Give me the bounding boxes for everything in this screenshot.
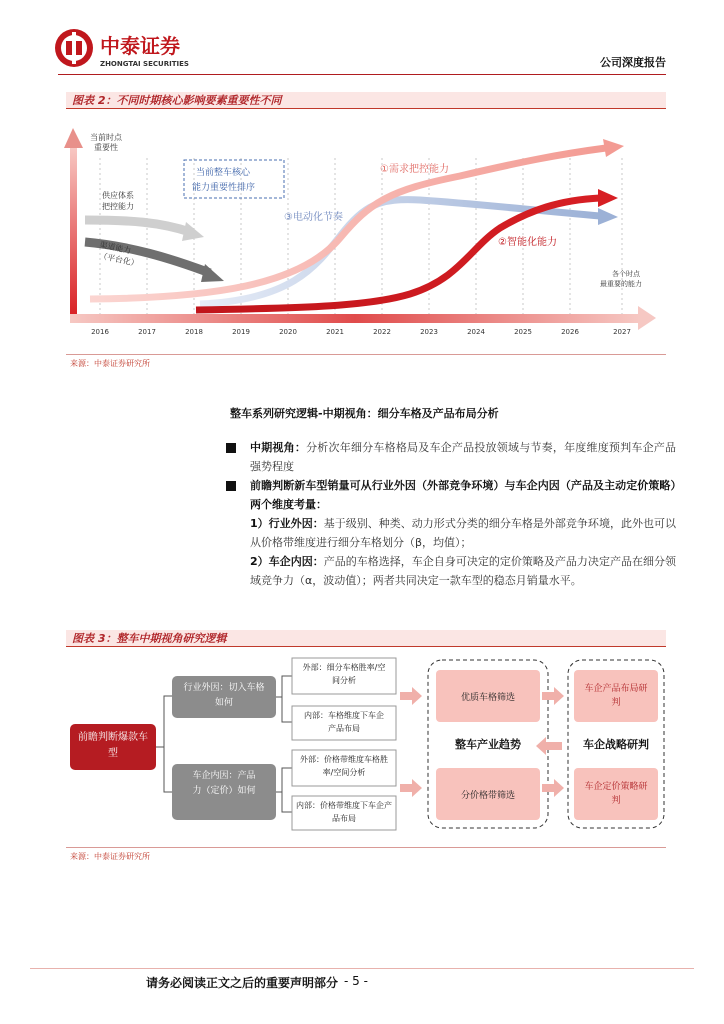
paragraph-2 [250, 552, 676, 590]
figure-2-source: 来源：中泰证券研究所 [70, 359, 150, 368]
x-axis-bar [70, 314, 640, 323]
svg-text:2023: 2023 [420, 328, 438, 336]
box-bottom-left-text: 分价格带筛选 [460, 791, 516, 801]
electric-label: ③电动化节奏 [284, 212, 343, 223]
document-type-label: 公司深度报告 [600, 56, 666, 69]
bullet-2-text: 前瞻判断新车型销量可从行业外因（外部竞争环境）与车企内因（产品及主动定价策略）两个维度考量： [250, 479, 676, 511]
box-top-left-text: 优质车格筛选 [460, 693, 516, 703]
demand-arrowhead [603, 139, 624, 157]
svg-text:2019: 2019 [232, 328, 250, 336]
x-axis-arrowhead [638, 306, 656, 330]
arrow-mid-center [536, 737, 562, 755]
smart-label: ②智能化能力 [498, 237, 557, 248]
branch-1-text: 行业外因：切入车格如何 [183, 683, 265, 708]
label-right: 车企战略研判 [583, 738, 649, 751]
leaf-3-text: 外部：价格带维度车格胜率/空间分析 [300, 755, 388, 777]
figure-3-diagram [60, 652, 666, 842]
year-ticks [91, 328, 631, 336]
svg-text:2018: 2018 [185, 328, 203, 336]
paragraph-1-label: 1）行业外因： [250, 517, 324, 530]
y-axis-arrow [70, 146, 77, 322]
arrow-mid-top [542, 687, 564, 705]
company-logo [52, 26, 216, 72]
section-heading: 整车系列研究逻辑-中期视角：细分车格及产品布局分析 [230, 407, 499, 420]
label-left: 整车产业趋势 [455, 738, 521, 751]
figure-2-source-divider [66, 354, 666, 355]
figure-2-chart [60, 118, 666, 344]
branch-2-text: 车企内因：产品力（定价）如何 [192, 771, 256, 796]
page-number: - 5 - [344, 974, 368, 988]
footer-disclaimer: 请务必阅读正文之后的重要声明部分 [146, 976, 339, 990]
leaf-4-text: 内部：价格带维度下车企产品布局 [296, 801, 392, 823]
y-axis-label: 当前时点重要性 [90, 133, 122, 152]
y-axis-arrowhead [64, 128, 83, 148]
arrow-to-top-left [400, 687, 422, 705]
svg-text:2024: 2024 [467, 328, 485, 336]
right-note: 各个时点最重要的能力 [600, 270, 642, 288]
branch-connectors [276, 676, 292, 812]
svg-text:2020: 2020 [279, 328, 297, 336]
footer-divider [30, 968, 694, 969]
bullet-square-2 [226, 481, 236, 491]
paragraph-2-text: 产品的车格选择，车企自身可决定的定价策略及产品力决定产品在细分领域竞争力（α，波动值）；两者共同决定一款车型的稳态月销量水平。 [250, 555, 676, 587]
figure-3-source: 来源：中泰证券研究所 [70, 852, 150, 861]
paragraph-1-text: 基于级别、种类、动力形式分类的细分车格是外部竞争环境，此外也可以从价格带维度进行细分车格划分（β，均值）； [250, 517, 676, 549]
demand-label: ①需求把控能力 [380, 164, 449, 175]
svg-text:2027: 2027 [613, 328, 631, 336]
leaf-2-text: 内部：车格维度下车企产品布局 [304, 711, 384, 733]
svg-text:2017: 2017 [138, 328, 156, 336]
svg-text:2025: 2025 [514, 328, 532, 336]
svg-text:中泰证券: 中泰证券 [100, 34, 180, 58]
legend-text: 当前整车核心能力重要性排序 [192, 168, 256, 193]
figure-3-title: 图表 3：整车中期视角研究逻辑 [66, 630, 666, 647]
arrow-mid-bottom [542, 779, 564, 797]
svg-text:2021: 2021 [326, 328, 344, 336]
paragraph-2-label: 2）车企内因： [250, 555, 324, 568]
smart-arrowhead [598, 189, 618, 207]
svg-text:ZHONGTAI SECURITIES: ZHONGTAI SECURITIES [100, 60, 189, 68]
year-gridlines [100, 158, 622, 314]
box-bottom-right-text: 车企定价策略研判 [584, 782, 648, 806]
paragraph-1 [250, 514, 676, 552]
bullet-1-text: 分析次年细分车格格局及车企产品投放领域与节奏，年度维度预判车企产品强势程度 [250, 441, 677, 473]
channel-arrowhead [201, 264, 224, 282]
svg-text:2026: 2026 [561, 328, 579, 336]
root-node-text: 前瞻判断爆款车型 [78, 732, 148, 759]
electric-arrowhead [598, 208, 618, 225]
bullet-square-1 [226, 443, 236, 453]
root-connectors [156, 696, 172, 792]
header-divider [58, 74, 666, 75]
supply-arrowhead [182, 222, 204, 241]
bullet-1 [250, 438, 676, 476]
channel-label: 渠道能力（平台化） [98, 240, 140, 269]
supply-label: 供应体系把控能力 [102, 191, 134, 211]
figure-3-source-divider [66, 847, 666, 848]
svg-text:2022: 2022 [373, 328, 391, 336]
bullet-1-label: 中期视角： [250, 441, 307, 454]
bullet-2 [250, 476, 676, 514]
box-top-right-text: 车企产品布局研判 [584, 684, 648, 708]
leaf-1-text: 外部：细分车格胜率/空间分析 [302, 663, 386, 685]
arrow-to-bottom-left [400, 779, 422, 797]
figure-2-title: 图表 2：不同时期核心影响要素重要性不同 [66, 92, 666, 109]
svg-text:2016: 2016 [91, 328, 109, 336]
electric-curve [200, 200, 600, 304]
supply-curve [85, 220, 190, 232]
